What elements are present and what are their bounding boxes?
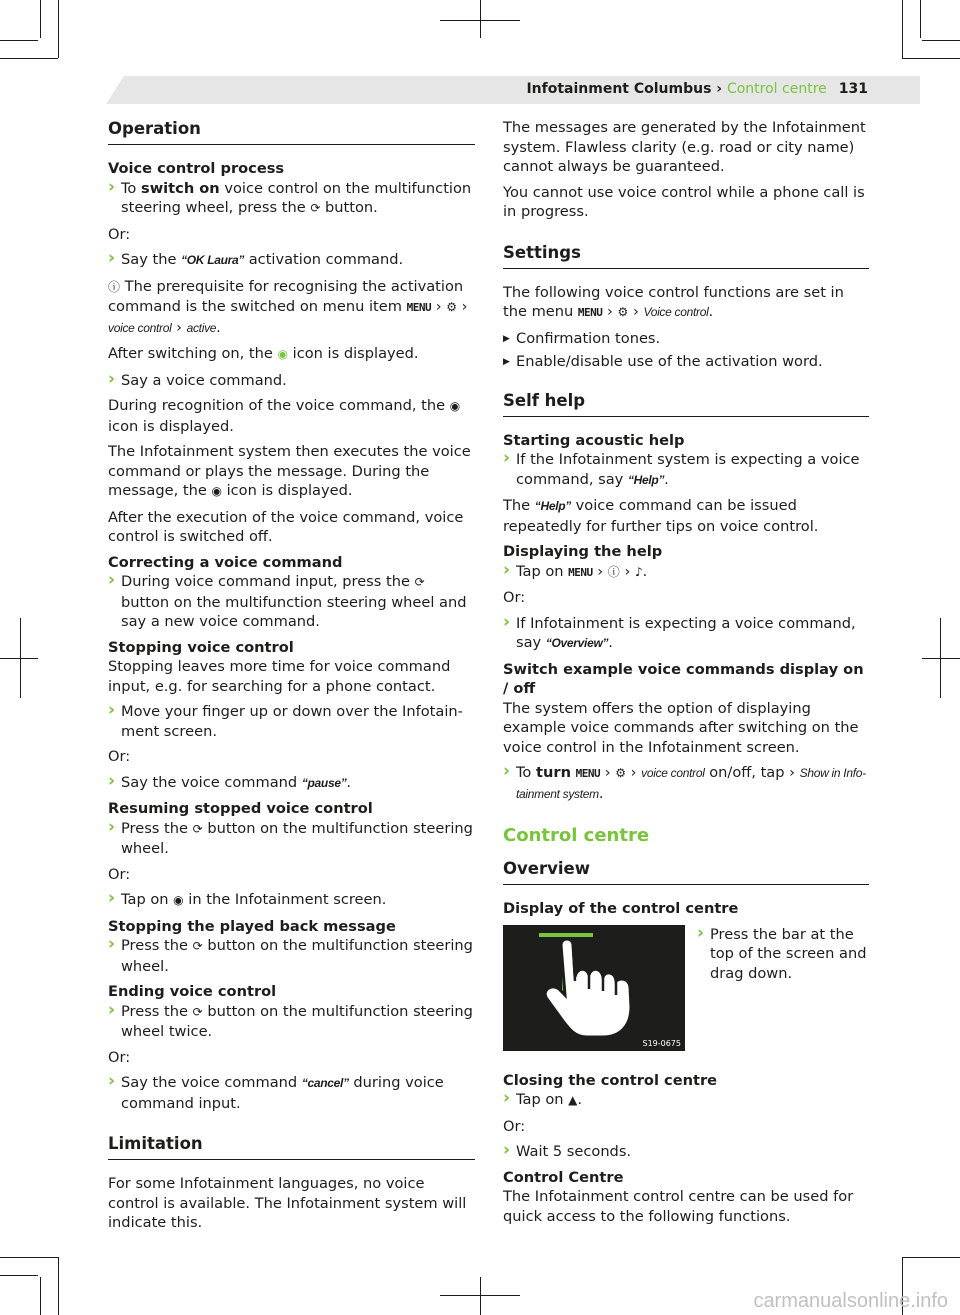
text: Press the xyxy=(121,819,193,837)
recognition-icon: ◉ xyxy=(449,399,461,413)
text: After switching on, the xyxy=(108,345,278,362)
paragraph xyxy=(108,442,475,502)
section-title-settings: Settings xyxy=(503,242,869,269)
menu-item: Voice control xyxy=(643,305,709,319)
step-say-overview: › If Infotainment is expecting a voice command, say “Overview”. xyxy=(503,614,869,654)
text: voice command can be issued repeatedly for further tips on voice control. xyxy=(503,497,819,535)
step-say-pause: › Say the voice command “pause”. xyxy=(108,773,475,794)
text: › xyxy=(626,764,642,781)
text: › xyxy=(600,764,616,781)
crop-mark xyxy=(940,618,941,698)
setting-item: ▶ Confirmation tones. xyxy=(503,329,869,349)
voice-command: “OK Laura” xyxy=(181,253,245,267)
subheading-ending: Ending voice control xyxy=(108,983,277,1000)
paragraph: You cannot use voice control while a phone call is in progress. xyxy=(503,183,865,220)
text: Tap on xyxy=(121,891,174,908)
text-bold: switch on xyxy=(141,179,220,197)
voice-button-icon: ⟳ xyxy=(192,821,203,836)
crop-mark xyxy=(0,58,58,59)
text: button on the multifunction steering wheel. xyxy=(121,819,473,857)
voice-command: “Help” xyxy=(627,472,665,487)
step-move-finger: › Move your finger up or down over the Infotainment screen. xyxy=(108,702,475,741)
or-text: Or: xyxy=(108,748,131,765)
section-title-self-help: Self help xyxy=(503,390,869,417)
crop-mark xyxy=(922,658,960,659)
control-bar xyxy=(539,933,593,937)
voice-button-icon: ⟳ xyxy=(414,575,425,589)
resume-icon: ◉ xyxy=(173,893,184,907)
text: › xyxy=(171,318,187,336)
text: To xyxy=(516,764,537,781)
text: on/off, tap xyxy=(704,764,790,781)
chapter-title-control-centre: Control centre xyxy=(503,825,650,846)
text: › xyxy=(431,298,447,315)
crop-mark xyxy=(40,1277,41,1315)
crop-mark xyxy=(480,1277,481,1315)
text: Tap on xyxy=(516,562,569,580)
menu-item: active xyxy=(186,320,217,335)
subheading-closing: Closing the control centre xyxy=(503,1071,718,1089)
text: › xyxy=(628,303,644,320)
step-say-cancel xyxy=(108,1073,475,1113)
header-chapter: Control centre xyxy=(726,81,827,97)
paragraph xyxy=(503,496,869,536)
text: During recognition of the voice command, the xyxy=(108,397,450,414)
text: Tap on xyxy=(516,1091,569,1108)
menu-label: MENU xyxy=(575,767,601,780)
subheading-display-cc: Display of the control centre xyxy=(503,900,739,917)
subheading-correcting: Correcting a voice command xyxy=(108,553,343,571)
subheading-voice-process: Voice control process xyxy=(108,160,285,177)
text: Press the xyxy=(121,937,193,954)
crop-mark xyxy=(0,658,38,659)
subheading-stopping-message: Stopping the played back message xyxy=(108,917,396,935)
menu-item: Show in Infotainment system xyxy=(516,766,867,801)
text: button on the multifunction steering wheel. xyxy=(121,937,473,975)
text: button on the multifunction steering wheel and say a new voice command. xyxy=(121,593,467,630)
voice-icon: ♪ xyxy=(634,564,643,579)
text: Press the xyxy=(121,1002,193,1020)
crop-mark xyxy=(0,1257,58,1258)
menu-label: MENU xyxy=(406,301,432,314)
text: during voice command input. xyxy=(121,1074,444,1112)
running-header xyxy=(526,80,868,100)
section-title-operation: Operation xyxy=(108,118,475,145)
subheading-starting-help: Starting acoustic help xyxy=(503,431,685,449)
header-book: Infotainment Columbus xyxy=(526,81,712,97)
setting-item: ▶ Enable/disable use of the activation word. xyxy=(503,352,869,372)
subheading-displaying-help: Displaying the help xyxy=(503,543,663,560)
text: If the Infotainment system is expecting a voice command, say xyxy=(516,451,860,488)
crop-mark xyxy=(0,40,38,41)
step-press-stop-message xyxy=(108,936,475,976)
header-separator: › xyxy=(711,81,727,97)
crop-mark xyxy=(0,1275,38,1276)
step-say-ok-laura xyxy=(108,250,475,271)
text: in the Infotainment screen. xyxy=(183,891,387,908)
left-column xyxy=(108,118,475,1239)
text: › xyxy=(457,298,468,315)
crop-mark xyxy=(902,0,903,58)
note-icon: ⓘ xyxy=(108,279,121,294)
menu-label: MENU xyxy=(568,565,593,579)
paragraph: For some Infotainment languages, no voice control is available. The Infotainment system will indicate this. xyxy=(108,1175,467,1231)
voice-button-icon: ⟳ xyxy=(192,939,203,953)
crop-mark xyxy=(920,0,921,38)
crop-mark xyxy=(20,618,21,698)
text: › xyxy=(592,562,608,580)
settings-icon: ⚙ xyxy=(446,300,457,314)
crop-mark xyxy=(58,0,59,58)
text: button on the multifunction steering wheel twice. xyxy=(121,1002,473,1040)
paragraph: After the execution of the voice command, voice control is switched off. xyxy=(108,508,464,545)
text: If Infotainment is expecting a voice command, say xyxy=(516,614,856,651)
figure-code: S19-0675 xyxy=(642,1038,681,1048)
paragraph: The Infotainment control centre can be used for quick access to the following functions. xyxy=(503,1188,854,1225)
step-wait: › Wait 5 seconds. xyxy=(503,1142,869,1162)
text: The xyxy=(503,497,535,514)
or-text: Or: xyxy=(503,1117,526,1135)
voice-button-icon: ⟳ xyxy=(310,201,321,215)
text: › xyxy=(619,562,635,580)
text: Say the voice command xyxy=(121,773,302,791)
right-column xyxy=(503,118,869,1232)
text: During voice command input, press the xyxy=(121,573,415,590)
step-correcting xyxy=(108,572,475,632)
note-paragraph: ⓘ The prerequisite for recognising the activation command is the switched on menu item MENU › ⚙ › voice control › active. xyxy=(108,277,468,336)
settings-icon: ⚙ xyxy=(615,766,626,780)
step-say-help: › If the Infotainment system is expecting a voice command, say “Help”. xyxy=(503,450,869,490)
text: Say the xyxy=(121,251,182,268)
or-text: Or: xyxy=(108,1048,131,1066)
text: › xyxy=(789,764,800,781)
step-press-bar: › Press the bar at the top of the screen and drag down. xyxy=(697,925,869,984)
page-number: 131 xyxy=(838,81,868,97)
step-turn-examples: › To turn MENU › ⚙ › voice control on/off, tap › Show in Infotainment system. xyxy=(503,763,869,804)
message-icon: ◉ xyxy=(211,484,222,498)
subheading-switch-example: Switch example voice commands display on / off xyxy=(503,660,864,697)
paragraph: The messages are generated by the Infotainment system. Flawless clarity (e.g. road or city name) cannot always be guaranteed. xyxy=(503,119,866,175)
section-title-overview: Overview xyxy=(503,858,869,885)
paragraph xyxy=(108,396,475,436)
crop-mark xyxy=(40,0,41,38)
menu-item: voice control xyxy=(641,766,705,780)
text: activation command. xyxy=(244,251,404,268)
menu-label: MENU xyxy=(577,306,603,319)
voice-active-icon: ◉ xyxy=(277,347,289,361)
swipe-down-illustration xyxy=(503,925,685,1051)
or-text: Or: xyxy=(108,225,131,243)
step-tap-resume xyxy=(108,890,475,911)
paragraph xyxy=(108,344,475,365)
paragraph: The system offers the option of displaying example voice commands after switching on the voice control in the Infotainment screen. xyxy=(503,699,859,756)
voice-command: “Help” xyxy=(534,499,572,513)
text: voice control on the multifunction steering wheel, press the xyxy=(121,179,472,216)
voice-command: “Overview” xyxy=(545,636,609,650)
chevron-up-icon: ▲ xyxy=(568,1093,578,1107)
paragraph: Stopping leaves more time for voice command input, e.g. for searching for a phone contact. xyxy=(108,658,451,695)
crop-mark xyxy=(480,0,481,38)
watermark: carmanualsonline.info xyxy=(753,1289,948,1312)
section-title-limitation: Limitation xyxy=(108,1133,475,1160)
text: icon is displayed. xyxy=(108,417,234,435)
figure-row xyxy=(503,925,869,1051)
step-tap-help: › Tap on MENU › ⓘ › ♪. xyxy=(503,562,869,583)
paragraph: The following voice control functions are set in the menu MENU › ⚙ › Voice control. xyxy=(503,283,844,320)
step-say-command: › Say a voice command. xyxy=(108,371,475,391)
subheading-resuming: Resuming stopped voice control xyxy=(108,800,373,817)
text: The following voice control functions are set in the menu xyxy=(503,283,844,320)
or-text: Or: xyxy=(503,589,526,606)
text: To xyxy=(121,179,142,197)
settings-icon: ⚙ xyxy=(617,305,629,319)
figure-swipe-down xyxy=(503,925,685,1051)
text: The Infotainment system then executes the voice command or plays the message. During the message, the xyxy=(108,443,471,499)
crop-mark xyxy=(922,40,960,41)
step-press-twice xyxy=(108,1002,475,1042)
text: icon is displayed. xyxy=(288,345,419,362)
step-switch-on xyxy=(108,179,475,219)
text: icon is displayed. xyxy=(221,482,353,499)
menu-item: voice control xyxy=(108,320,172,335)
text: Say the voice command xyxy=(121,1074,302,1091)
crop-mark xyxy=(902,1257,960,1258)
step-press-resume xyxy=(108,819,475,859)
voice-command: “pause” xyxy=(301,775,347,790)
text: The prerequisite for recognising the activation command is the switched on menu item xyxy=(108,277,464,315)
figure-caption xyxy=(697,925,869,1051)
help-icon: ⓘ xyxy=(607,564,620,579)
or-text: Or: xyxy=(108,865,131,883)
text: button. xyxy=(320,199,378,216)
text-bold: turn xyxy=(536,764,571,781)
crop-mark xyxy=(902,58,960,59)
text: › xyxy=(602,303,618,320)
voice-command: “cancel” xyxy=(301,1076,349,1090)
crop-mark xyxy=(58,1257,59,1315)
subheading-stopping: Stopping voice control xyxy=(108,638,294,656)
voice-button-icon: ⟳ xyxy=(192,1004,203,1019)
step-tap-close: › Tap on ▲. xyxy=(503,1090,869,1111)
subheading-cc: Control Centre xyxy=(503,1168,624,1186)
